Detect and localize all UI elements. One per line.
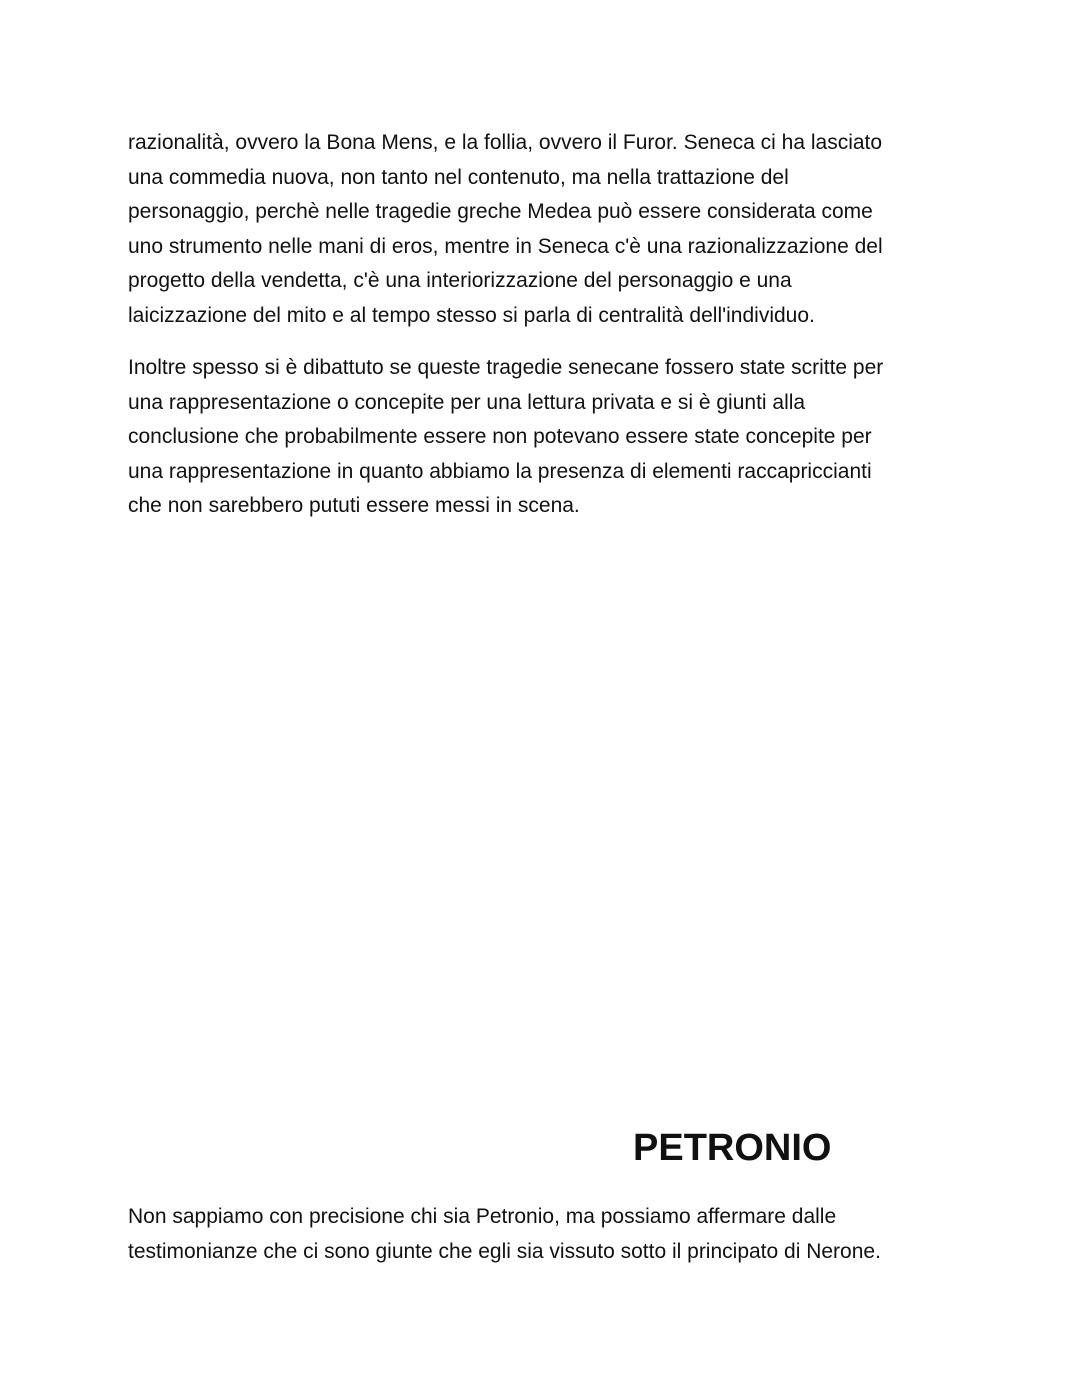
paragraph-line: progetto della vendetta, c'è una interiorizzazione del personaggio e una — [128, 269, 792, 293]
paragraph-line: che non sarebbero pututi essere messi in scena. — [128, 494, 580, 518]
paragraph-line: personaggio, perchè nelle tragedie greche Medea può essere considerata come — [128, 200, 873, 224]
paragraph-rappresentazione — [128, 351, 958, 524]
paragraph-line: razionalità, ovvero la Bona Mens, e la follia, ovvero il Furor. Seneca ci ha lasciato — [128, 131, 883, 154]
paragraph-seneca-medea — [128, 126, 958, 334]
section-heading-petronio: PETRONIO — [633, 1127, 832, 1169]
paragraph-line: una commedia nuova, non tanto nel contenuto, ma nella trattazione del — [128, 165, 789, 189]
paragraph-line: una rappresentazione o concepite per una lettura privata e si è giunti alla — [128, 390, 806, 414]
paragraph-line: laicizzazione del mito e al tempo stesso si parla di centralità dell'individuo. — [128, 303, 815, 327]
paragraph-line: conclusione che probabilmente essere non potevano essere state concepite per — [128, 425, 872, 449]
paragraph-line: Inoltre spesso si è dibattuto se queste tragedie senecane fossero state scritte per — [128, 356, 884, 379]
paragraph-line: Non sappiamo con precisione chi sia Petronio, ma possiamo affermare dalle — [128, 1205, 837, 1228]
paragraph-petronio-intro — [128, 1200, 958, 1269]
paragraph-line: una rappresentazione in quanto abbiamo la presenza di elementi raccapriccianti — [128, 459, 872, 483]
paragraph-line: uno strumento nelle mani di eros, mentre in Seneca c'è una razionalizzazione del — [128, 234, 883, 258]
paragraph-line: testimonianze che ci sono giunte che egli sia vissuto sotto il principato di Nerone. — [128, 1239, 881, 1263]
